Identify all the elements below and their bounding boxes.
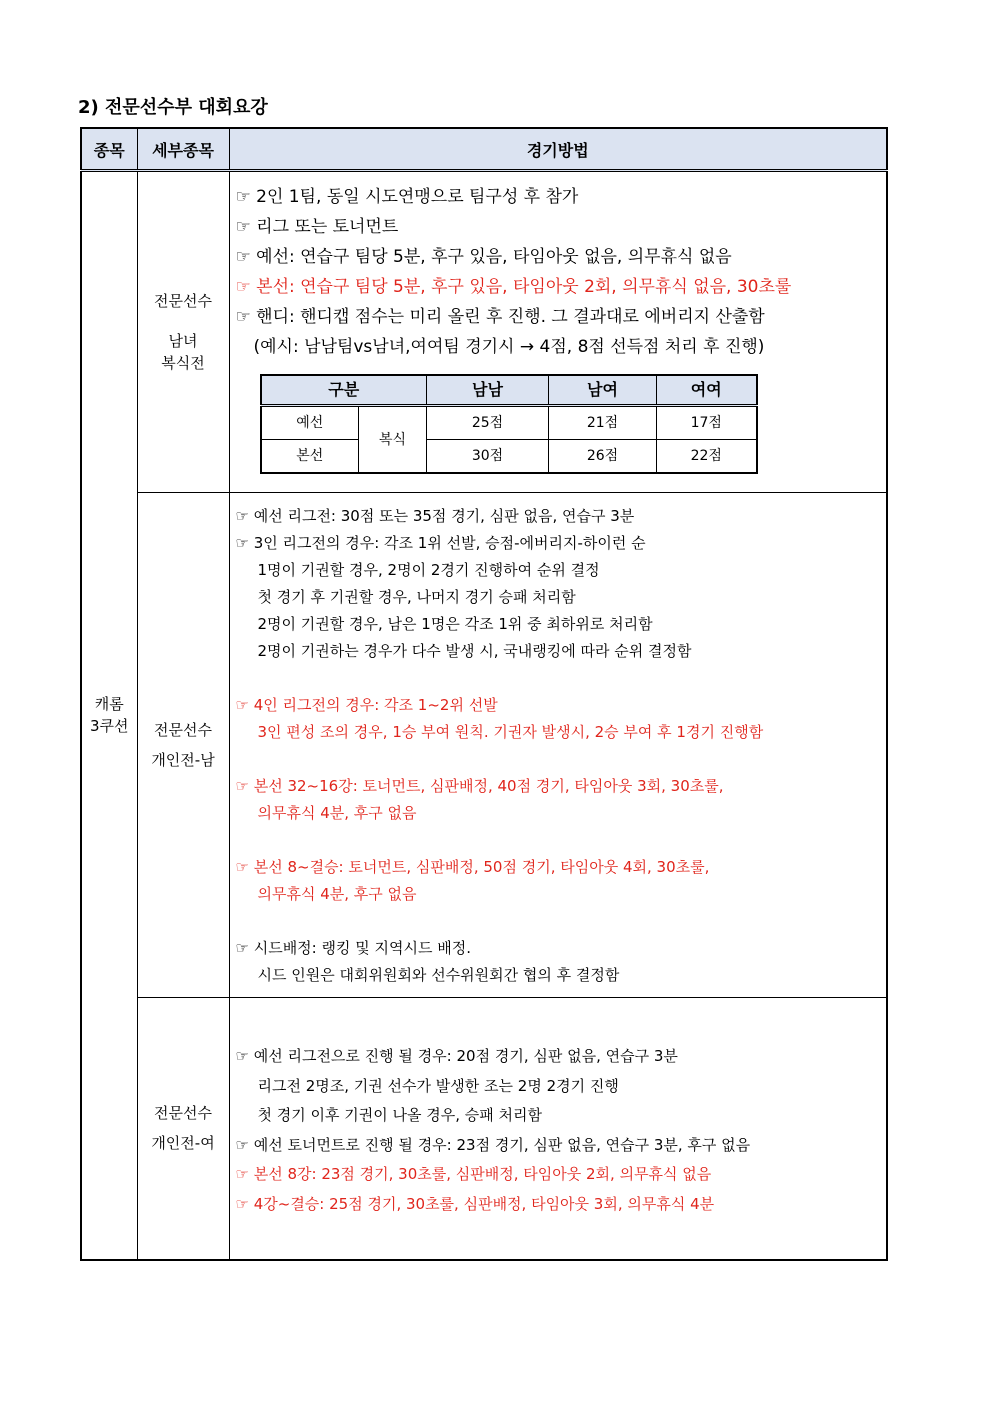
doubles-name-line1: 전문선수 xyxy=(154,292,212,310)
men-line: 2명이 기권하는 경우가 다수 발생 시, 국내랭킹에 따라 순위 결정함 xyxy=(257,642,692,660)
women-name-line1: 전문선수 xyxy=(154,1104,212,1123)
handicap-table xyxy=(260,374,758,474)
doubles-line: ☞ 본선: 연습구 팀당 5분, 후구 있음, 타임아웃 2회, 의무휴식 없음, 30초룰 xyxy=(235,277,792,297)
competition-rules-table xyxy=(80,127,888,1261)
score-cell: 26점 xyxy=(549,440,657,474)
subcategory-doubles xyxy=(137,171,229,493)
women-name-line2: 개인전-여 xyxy=(151,1134,215,1153)
men-line: 2명이 기권할 경우, 남은 1명은 각조 1위 중 최하위로 처리함 xyxy=(257,615,653,633)
women-line: ☞ 예선 리그전으로 진행 될 경우: 20점 경기, 심판 없음, 연습구 3분 xyxy=(235,1047,678,1065)
doubles-line: (예시: 남남팀vs남녀,여여팀 경기시 → 4점, 8점 선득점 처리 후 진행) xyxy=(253,337,765,357)
score-cell: 22점 xyxy=(657,440,757,474)
men-name-line2: 개인전-남 xyxy=(151,751,215,769)
table-row xyxy=(261,440,757,474)
men-line: ☞ 시드배정: 랭킹 및 지역시드 배정. xyxy=(235,939,471,957)
header-row xyxy=(81,128,887,171)
doubles-line: ☞ 예선: 연습구 팀당 5분, 후구 있음, 타임아웃 없음, 의무휴식 없음 xyxy=(235,247,732,267)
method-women xyxy=(229,998,887,1260)
category-cell xyxy=(81,171,137,1260)
doubles-line: ☞ 2인 1팀, 동일 시도연맹으로 팀구성 후 참가 xyxy=(235,187,579,207)
men-line: ☞ 본선 32~16강: 토너먼트, 심판배정, 40점 경기, 타임아웃 3회, 30초룰, xyxy=(235,777,724,795)
men-line: ☞ 본선 8~결승: 토너먼트, 심판배정, 50점 경기, 타임아웃 4회, 30초룰, xyxy=(235,858,710,876)
page-title: 2) 전문선수부 대회요강 xyxy=(78,97,268,118)
women-line: ☞ 4강~결승: 25점 경기, 30초룰, 심판배정, 타임아웃 3회, 의무휴식 4분 xyxy=(235,1194,715,1213)
women-line: ☞ 본선 8강: 23점 경기, 30초룰, 심판배정, 타임아웃 2회, 의무휴식 없음 xyxy=(235,1165,712,1183)
handicap-header-division: 구분 xyxy=(261,375,427,406)
men-line: ☞ 3인 리그전의 경우: 각조 1위 선발, 승점-에버리지-하이런 순 xyxy=(235,534,646,552)
row-doubles xyxy=(81,171,887,493)
women-line: ☞ 예선 토너먼트로 진행 될 경우: 23점 경기, 심판 없음, 연습구 3분, 후구 없음 xyxy=(235,1135,751,1154)
men-line: 첫 경기 후 기권할 경우, 나머지 경기 승패 처리함 xyxy=(257,588,576,606)
women-line: 첫 경기 이후 기권이 나올 경우, 승패 처리함 xyxy=(257,1106,542,1124)
doubles-name-line3: 복식전 xyxy=(161,354,205,372)
method-doubles xyxy=(229,171,887,493)
handicap-header-mm: 남남 xyxy=(427,375,549,406)
men-line: ☞ 예선 리그전: 30점 또는 35점 경기, 심판 없음, 연습구 3분 xyxy=(235,507,635,525)
men-line: 3인 편성 조의 경우, 1승 부여 원칙. 기권자 발생시, 2승 부여 후 1경기 진행함 xyxy=(257,723,764,741)
category-line1: 캐롬 xyxy=(94,695,124,714)
men-name-line1: 전문선수 xyxy=(154,721,212,739)
header-subcategory: 세부종목 xyxy=(137,128,229,171)
doubles-name-line2: 남녀 xyxy=(168,332,198,350)
men-line: 시드 인원은 대회위원회와 선수위원회간 협의 후 결정함 xyxy=(257,966,620,984)
score-cell: 17점 xyxy=(657,406,757,440)
row-men xyxy=(81,493,887,998)
format-cell: 복식 xyxy=(359,406,427,474)
table-row xyxy=(261,406,757,440)
doubles-line: ☞ 리그 또는 토너먼트 xyxy=(235,217,399,237)
handicap-header-row xyxy=(261,375,757,406)
handicap-header-ff: 여여 xyxy=(657,375,757,406)
row-label: 본선 xyxy=(261,440,359,474)
handicap-header-mf: 남여 xyxy=(549,375,657,406)
women-line: 리그전 2명조, 기권 선수가 발생한 조는 2명 2경기 진행 xyxy=(257,1076,619,1095)
header-method: 경기방법 xyxy=(229,128,887,171)
subcategory-men xyxy=(137,493,229,998)
category-line2: 3쿠션 xyxy=(89,717,129,736)
header-category: 종목 xyxy=(81,128,137,171)
doubles-line: ☞ 핸디: 핸디캡 점수는 미리 올린 후 진행. 그 결과대로 에버리지 산출함 xyxy=(235,307,765,327)
men-line: ☞ 4인 리그전의 경우: 각조 1~2위 선발 xyxy=(235,696,498,714)
score-cell: 30점 xyxy=(427,440,549,474)
method-men xyxy=(229,493,887,998)
men-line: 1명이 기권할 경우, 2명이 2경기 진행하여 순위 결정 xyxy=(257,561,600,579)
men-line: 의무휴식 4분, 후구 없음 xyxy=(257,804,417,822)
men-line: 의무휴식 4분, 후구 없음 xyxy=(257,885,417,903)
row-label: 예선 xyxy=(261,406,359,440)
score-cell: 21점 xyxy=(549,406,657,440)
subcategory-women xyxy=(137,998,229,1260)
score-cell: 25점 xyxy=(427,406,549,440)
row-women xyxy=(81,998,887,1260)
